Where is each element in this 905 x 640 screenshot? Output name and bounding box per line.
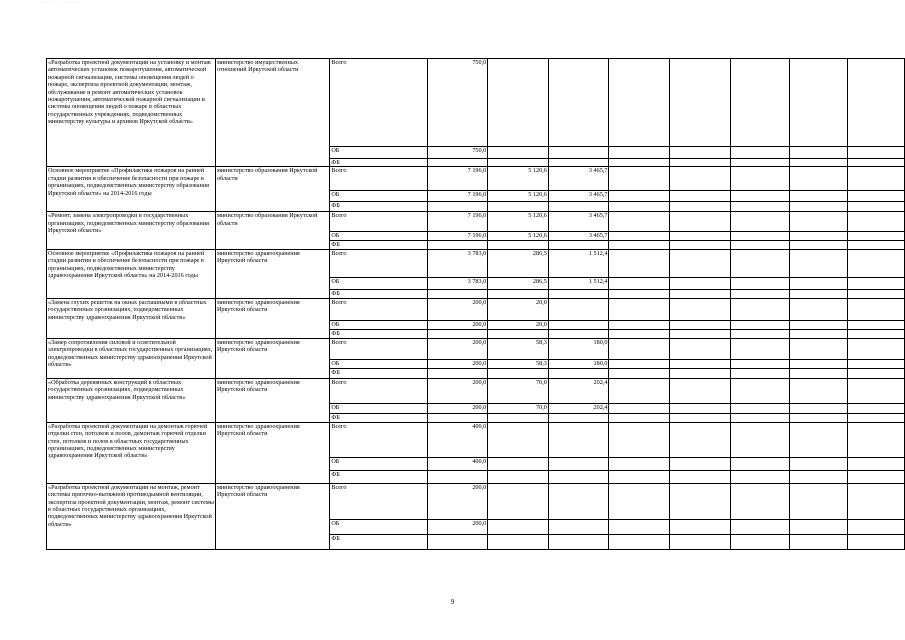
empty-cell (609, 212, 669, 232)
amount-cell (548, 457, 609, 470)
amount-cell (427, 470, 488, 483)
amount-cell (427, 368, 488, 378)
funding-source-label: Всего (330, 422, 427, 457)
empty-cell (848, 338, 905, 359)
amount-cell (548, 413, 609, 422)
empty-cell (789, 329, 848, 338)
empty-cell (848, 277, 905, 289)
amount-cell: 5 120,6 (488, 232, 549, 241)
empty-cell (848, 289, 905, 298)
empty-cell (669, 329, 730, 338)
empty-cell (669, 232, 730, 241)
amount-cell (548, 329, 609, 338)
amount-cell: 7 196,0 (427, 212, 488, 232)
amount-cell: 200,0 (427, 320, 488, 329)
measure-name-cell: «Обработка деревянных конструкций в областных государственных организациях, подведомственных министерству здравоохранения Иркутской области» (47, 378, 216, 422)
empty-cell (609, 422, 669, 457)
empty-cell (789, 368, 848, 378)
empty-cell (609, 359, 669, 368)
funding-source-label: ОБ (330, 457, 427, 470)
empty-cell (609, 147, 669, 159)
amount-cell: 5 120,6 (488, 167, 549, 191)
table-row (47, 167, 905, 191)
empty-cell (669, 289, 730, 298)
empty-cell (789, 249, 848, 277)
page-number: 9 (450, 598, 455, 606)
amount-cell (488, 534, 549, 549)
funding-source-label: Всего (330, 59, 427, 147)
empty-cell (669, 241, 730, 249)
empty-cell (731, 368, 790, 378)
amount-cell: 200,0 (427, 403, 488, 413)
amount-cell: 200,0 (427, 378, 488, 403)
table-row (47, 212, 905, 232)
empty-cell (731, 159, 790, 167)
empty-cell (789, 212, 848, 232)
funding-source-label: ФБ (330, 241, 427, 249)
empty-cell (731, 277, 790, 289)
empty-cell (731, 298, 790, 320)
empty-cell (609, 249, 669, 277)
empty-cell (848, 403, 905, 413)
amount-cell: 180,0 (548, 359, 609, 368)
empty-cell (789, 378, 848, 403)
empty-cell (731, 338, 790, 359)
amount-cell (488, 470, 549, 483)
amount-cell (427, 202, 488, 212)
empty-cell (789, 483, 848, 519)
empty-cell (789, 338, 848, 359)
amount-cell: 400,0 (427, 457, 488, 470)
amount-cell: 750,0 (427, 59, 488, 147)
table-row (47, 483, 905, 519)
empty-cell (731, 422, 790, 457)
empty-cell (789, 147, 848, 159)
amount-cell: 200,0 (427, 483, 488, 519)
empty-cell (789, 202, 848, 212)
empty-cell (789, 298, 848, 320)
amount-cell (548, 368, 609, 378)
amount-cell: 70,0 (488, 403, 549, 413)
amount-cell (488, 147, 549, 159)
empty-cell (609, 519, 669, 534)
funding-source-label: ФБ (330, 413, 427, 422)
empty-cell (731, 378, 790, 403)
empty-cell (848, 232, 905, 241)
empty-cell (669, 298, 730, 320)
empty-cell (609, 241, 669, 249)
empty-cell (609, 59, 669, 147)
executor-cell: министерство образования Иркутской области (215, 167, 329, 212)
amount-cell: 70,0 (488, 378, 549, 403)
empty-cell (731, 457, 790, 470)
amount-cell (548, 470, 609, 483)
executor-cell: министерство здравоохранения Иркутской области (215, 422, 329, 483)
funding-source-label: Всего (330, 298, 427, 320)
measure-name-cell: «Замер сопротивления силовой и осветительной электропроводки в областных государственных организациях, подведомственных министерству здравоохранения Иркутской области» (47, 338, 216, 378)
amount-cell: 1 512,4 (548, 277, 609, 289)
empty-cell (731, 249, 790, 277)
amount-cell (548, 159, 609, 167)
measure-name-cell: «Замена глухих решеток на окнах распашными в областных государственных организациях, подведомственных министерству здравоохранения Иркутской области» (47, 298, 216, 338)
amount-cell (548, 289, 609, 298)
empty-cell (848, 519, 905, 534)
measure-name-cell: Основное мероприятие «Профилактика пожаров на ранней стадии развития и обеспечение безопасности при пожаре в организациях, подведомственных министерству образования Иркутской области» на 2014-2016 годы (47, 167, 216, 212)
amount-cell: 3 465,7 (548, 167, 609, 191)
empty-cell (609, 534, 669, 549)
empty-cell (609, 167, 669, 191)
empty-cell (731, 167, 790, 191)
executor-cell: министерство образования Иркутской области (215, 212, 329, 249)
amount-cell: 200,0 (427, 298, 488, 320)
empty-cell (731, 202, 790, 212)
empty-cell (848, 534, 905, 549)
table-row (47, 298, 905, 320)
empty-cell (848, 191, 905, 202)
empty-cell (669, 403, 730, 413)
empty-cell (731, 519, 790, 534)
empty-cell (731, 470, 790, 483)
empty-cell (609, 457, 669, 470)
executor-cell: министерство здравоохранения Иркутской области (215, 249, 329, 298)
empty-cell (789, 289, 848, 298)
amount-cell (427, 289, 488, 298)
empty-cell (731, 191, 790, 202)
funding-source-label: Всего (330, 338, 427, 359)
empty-cell (609, 232, 669, 241)
empty-cell (848, 413, 905, 422)
amount-cell: 7 196,0 (427, 167, 488, 191)
empty-cell (669, 191, 730, 202)
amount-cell: 7 196,0 (427, 191, 488, 202)
empty-cell (669, 470, 730, 483)
executor-cell: министерство имущественных отношений Иркутской области (215, 59, 329, 167)
table-row (47, 422, 905, 457)
amount-cell: 3 783,0 (427, 249, 488, 277)
amount-cell (488, 457, 549, 470)
amount-cell (488, 422, 549, 457)
amount-cell: 3 783,0 (427, 277, 488, 289)
funding-source-label: ФБ (330, 368, 427, 378)
empty-cell (669, 534, 730, 549)
amount-cell: 58,3 (488, 359, 549, 368)
amount-cell: 3 465,7 (548, 232, 609, 241)
amount-cell (488, 413, 549, 422)
table-row (47, 338, 905, 359)
empty-cell (669, 519, 730, 534)
amount-cell: 750,0 (427, 147, 488, 159)
empty-cell (789, 413, 848, 422)
empty-cell (848, 359, 905, 368)
funding-table (46, 58, 905, 550)
amount-cell (427, 534, 488, 549)
empty-cell (789, 191, 848, 202)
funding-source-label: ОБ (330, 147, 427, 159)
table-row (47, 249, 905, 277)
funding-source-label: ОБ (330, 320, 427, 329)
empty-cell (669, 212, 730, 232)
empty-cell (789, 320, 848, 329)
amount-cell (548, 320, 609, 329)
empty-cell (669, 422, 730, 457)
empty-cell (609, 403, 669, 413)
empty-cell (789, 470, 848, 483)
amount-cell (548, 298, 609, 320)
amount-cell (427, 241, 488, 249)
empty-cell (848, 249, 905, 277)
amount-cell (427, 159, 488, 167)
amount-cell: 200,0 (427, 338, 488, 359)
measure-name-cell: «Ремонт, замена электропроводки в государственных организациях, подведомственных министерству образования Иркутской области» (47, 212, 216, 249)
empty-cell (669, 413, 730, 422)
empty-cell (789, 534, 848, 549)
empty-cell (731, 329, 790, 338)
empty-cell (669, 457, 730, 470)
empty-cell (731, 413, 790, 422)
funding-source-label: ОБ (330, 403, 427, 413)
amount-cell: 180,0 (548, 338, 609, 359)
empty-cell (669, 59, 730, 147)
amount-cell: 1 512,4 (548, 249, 609, 277)
empty-cell (609, 413, 669, 422)
amount-cell (488, 329, 549, 338)
empty-cell (731, 147, 790, 159)
amount-cell (548, 59, 609, 147)
amount-cell: 20,0 (488, 298, 549, 320)
funding-source-label: ФБ (330, 202, 427, 212)
empty-cell (669, 378, 730, 403)
funding-source-label: ФБ (330, 470, 427, 483)
empty-cell (789, 519, 848, 534)
amount-cell: 202,4 (548, 403, 609, 413)
funding-source-label: Всего (330, 483, 427, 519)
funding-source-label: Всего (330, 212, 427, 232)
empty-cell (789, 277, 848, 289)
empty-cell (848, 368, 905, 378)
funding-source-label: ОБ (330, 277, 427, 289)
empty-cell (609, 470, 669, 483)
funding-source-label: ОБ (330, 519, 427, 534)
empty-cell (609, 378, 669, 403)
amount-cell (488, 368, 549, 378)
empty-cell (848, 329, 905, 338)
amount-cell: 200,0 (427, 519, 488, 534)
empty-cell (609, 277, 669, 289)
empty-cell (848, 470, 905, 483)
empty-cell (848, 378, 905, 403)
empty-cell (848, 241, 905, 249)
measure-name-cell: «Разработка проектной документации на монтаж, ремонт системы приточно-вытяжной противодымной вентиляции, экспертиза проектной документации, монтаж, ремонт системы в областных государственных организациях, подведомственных министерству здравоохранения Иркутской области» (47, 483, 216, 549)
empty-cell (609, 159, 669, 167)
empty-cell (731, 241, 790, 249)
amount-cell: 286,5 (488, 277, 549, 289)
amount-cell (548, 241, 609, 249)
amount-cell: 202,4 (548, 378, 609, 403)
amount-cell (488, 159, 549, 167)
empty-cell (731, 359, 790, 368)
empty-cell (669, 320, 730, 329)
executor-cell: министерство здравоохранения Иркутской области (215, 483, 329, 549)
amount-cell (548, 483, 609, 519)
executor-cell: министерство здравоохранения Иркутской области (215, 338, 329, 378)
amount-cell (548, 202, 609, 212)
measure-name-cell: «Разработка проектной документации на демонтаж горючей отделки стен, потолков и полов, демонтаж горючей отделки стен, потолков и полов в областных государственных организациях, подведомственных министерству здравоохранения Иркутской области» (47, 422, 216, 483)
empty-cell (669, 202, 730, 212)
empty-cell (848, 298, 905, 320)
empty-cell (609, 202, 669, 212)
funding-source-label: ОБ (330, 191, 427, 202)
empty-cell (669, 483, 730, 519)
empty-cell (731, 232, 790, 241)
empty-cell (609, 191, 669, 202)
funding-source-label: ФБ (330, 329, 427, 338)
empty-cell (848, 202, 905, 212)
empty-cell (669, 147, 730, 159)
empty-cell (669, 167, 730, 191)
amount-cell: 3 465,7 (548, 212, 609, 232)
empty-cell (669, 368, 730, 378)
empty-cell (669, 159, 730, 167)
empty-cell (609, 320, 669, 329)
empty-cell (848, 212, 905, 232)
empty-cell (609, 289, 669, 298)
table-row (47, 59, 905, 147)
empty-cell (848, 167, 905, 191)
empty-cell (789, 359, 848, 368)
amount-cell: 58,3 (488, 338, 549, 359)
empty-cell (731, 59, 790, 147)
empty-cell (848, 59, 905, 147)
amount-cell (488, 519, 549, 534)
funding-source-label: Всего (330, 378, 427, 403)
empty-cell (731, 483, 790, 519)
empty-cell (848, 159, 905, 167)
scan-header-marks: ··· ·· · ··· ··· · (40, 0, 81, 5)
amount-cell: 3 465,7 (548, 191, 609, 202)
empty-cell (848, 422, 905, 457)
empty-cell (609, 329, 669, 338)
funding-source-label: ФБ (330, 159, 427, 167)
amount-cell (488, 483, 549, 519)
funding-source-label: ОБ (330, 359, 427, 368)
amount-cell: 20,0 (488, 320, 549, 329)
amount-cell (427, 329, 488, 338)
empty-cell (731, 289, 790, 298)
amount-cell (548, 534, 609, 549)
empty-cell (609, 368, 669, 378)
empty-cell (789, 59, 848, 147)
empty-cell (609, 298, 669, 320)
empty-cell (669, 277, 730, 289)
empty-cell (789, 241, 848, 249)
executor-cell: министерство здравоохранения Иркутской области (215, 298, 329, 338)
empty-cell (731, 320, 790, 329)
empty-cell (848, 457, 905, 470)
empty-cell (789, 159, 848, 167)
amount-cell: 200,0 (427, 359, 488, 368)
table-body (47, 59, 905, 550)
funding-source-label: ФБ (330, 534, 427, 549)
measure-name-cell: Основное мероприятие «Профилактика пожаров на ранней стадии развития и обеспечение безопасности при пожаре в организациях, подведомственных министерству здравоохранения Иркутской области» на 2014-2016 годы (47, 249, 216, 298)
empty-cell (848, 147, 905, 159)
amount-cell (488, 241, 549, 249)
amount-cell: 400,0 (427, 422, 488, 457)
empty-cell (789, 403, 848, 413)
empty-cell (789, 422, 848, 457)
empty-cell (848, 320, 905, 329)
empty-cell (669, 249, 730, 277)
amount-cell (488, 59, 549, 147)
funding-source-label: ОБ (330, 232, 427, 241)
funding-source-label: Всего (330, 249, 427, 277)
amount-cell: 5 120,6 (488, 191, 549, 202)
empty-cell (731, 212, 790, 232)
amount-cell: 286,5 (488, 249, 549, 277)
empty-cell (609, 338, 669, 359)
empty-cell (789, 232, 848, 241)
funding-source-label: ФБ (330, 289, 427, 298)
amount-cell (548, 519, 609, 534)
amount-cell: 5 120,6 (488, 212, 549, 232)
amount-cell (488, 289, 549, 298)
amount-cell (548, 147, 609, 159)
empty-cell (669, 359, 730, 368)
measure-name-cell: «Разработка проектной документации на установку и монтаж автоматических установок пожаротушения, автоматической пожарной сигнализации, системы оповещения людей о пожаре, экспертиза проектной документации, монтаж, обслуживание и ремонт автоматических установок пожаротушения, автоматической пожарной сигнализации и системы оповещения людей о пожаре в областных государственных учреждениях, подведомственных министерству культуры и архивов Иркутской области» (47, 59, 216, 167)
empty-cell (731, 534, 790, 549)
amount-cell: 7 196,0 (427, 232, 488, 241)
empty-cell (848, 483, 905, 519)
empty-cell (609, 483, 669, 519)
empty-cell (789, 457, 848, 470)
table-row (47, 378, 905, 403)
funding-source-label: Всего (330, 167, 427, 191)
amount-cell (427, 413, 488, 422)
amount-cell (548, 422, 609, 457)
executor-cell: министерство здравоохранения Иркутской области (215, 378, 329, 422)
empty-cell (789, 167, 848, 191)
amount-cell (488, 202, 549, 212)
empty-cell (731, 403, 790, 413)
empty-cell (669, 338, 730, 359)
